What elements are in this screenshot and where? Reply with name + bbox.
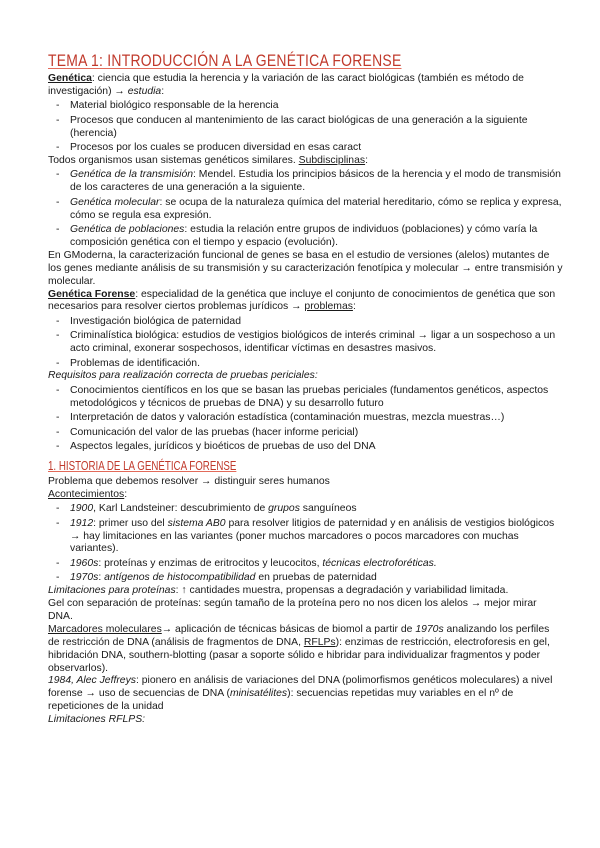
- gel-paragraph: Gel con separación de proteínas: según tamaño de la proteína pero no nos dicen los alelos → mejor mirar DNA.: [48, 598, 537, 622]
- forense-list: [48, 316, 563, 371]
- list-item: - Material biológico responsable de la herencia: [48, 100, 563, 113]
- page-title: TEMA 1: INTRODUCCIÓN A LA GENÉTICA FORENSE: [48, 51, 402, 70]
- list-item: - Procesos que conducen al mantenimiento de las caract biológicas de una generación a la siguiente (herencia): [48, 115, 563, 141]
- list-item: - Genética de la transmisión: Mendel. Estudia los principios básicos de la herencia y el modo de transmisión de los caracteres de una generación a la siguiente.: [48, 169, 563, 195]
- list-item: - Investigación biológica de paternidad: [48, 316, 563, 329]
- jeffreys-paragraph: 1984, Alec Jeffreys: pionero en análisis de variaciones del DNA (polimorfismos genéticos moleculares) a nivel forense → uso de secuencias de DNA (minisatélites): secuencias repetidas muy variables en el nº de repeticiones de la unidad: [48, 675, 553, 713]
- forense-definition: Genética Forense: especialidad de la genética que incluye el conjunto de conocimientos de genética que son necesarios para resolver ciertos problemas jurídicos → problemas:: [48, 288, 556, 313]
- genetica-definition: Genética: ciencia que estudia la herencia y la variación de las caract biológicas (también es método de investigación) → estudia:: [48, 73, 524, 97]
- genetica-list: [48, 100, 563, 155]
- acontecimientos-list: [48, 503, 563, 585]
- list-item: - 1900, Karl Landsteiner: descubrimiento de grupos sanguíneos: [48, 503, 563, 516]
- organismos-paragraph: Todos organismos usan sistemas genéticos similares. Subdisciplinas:: [48, 154, 368, 166]
- list-item: - Conocimientos científicos en los que se basan las pruebas periciales (fundamentos genéticos, aspectos metodológicos y técnicos de pruebas de DNA) y su desarrollo futuro: [48, 385, 563, 411]
- list-item: - 1960s: proteínas y enzimas de eritrocitos y leucocitos, técnicas electroforéticas.: [48, 558, 563, 571]
- list-item: - Genética de poblaciones: estudia la relación entre grupos de individuos (poblaciones) y cómo varía la composición genética con el tiempo y espacio (evolución).: [48, 224, 563, 250]
- acontecimientos-heading: Acontecimientos:: [48, 488, 128, 500]
- list-item: - Procesos por los cuales se producen diversidad en esas caract: [48, 142, 563, 155]
- gmoderna-paragraph: En GModerna, la caracterización funcional de genes se basa en el estudio de versiones (alelos) mutantes de los genes mediante análisis de su transmisión y su caracterización fenotípica y molecular → entre transmisión y molecular.: [48, 249, 563, 287]
- list-item: - Genética molecular: se ocupa de la naturaleza química del material hereditario, cómo se replica y expresa, cómo se regula esa expresión.: [48, 197, 563, 223]
- list-item: - Interpretación de datos y valoración estadística (contaminación muestras, mezcla muestras…): [48, 412, 563, 425]
- list-item: - 1970s: antígenos de histocompatibilidad en pruebas de paternidad: [48, 572, 563, 585]
- subdisciplinas-list: [48, 169, 563, 249]
- limitaciones-proteinas: Limitaciones para proteínas: ↑ cantidades muestra, propensas a degradación y variabilidad limitada.: [48, 585, 509, 597]
- list-item: - Criminalística biológica: estudios de vestigios biológicos de interés criminal → ligar a un sospechoso a un acto criminal, exonerar sospechosos, identificar víctimas en desastres masivos.: [48, 330, 563, 356]
- list-item: - Aspectos legales, jurídicos y bioéticos de pruebas de uso del DNA: [48, 441, 563, 454]
- genetica-term: Genética: [48, 73, 92, 84]
- limitaciones-rflps-heading: Limitaciones RFLPS:: [48, 714, 146, 726]
- section-title-historia: 1. HISTORIA DE LA GENÉTICA FORENSE: [48, 458, 237, 473]
- document-page: [48, 50, 563, 727]
- requisitos-list: [48, 385, 563, 454]
- requisitos-heading: Requisitos para realización correcta de pruebas periciales:: [48, 370, 318, 382]
- marcadores-paragraph: Marcadores moleculares→ aplicación de técnicas básicas de biomol a partir de 1970s analizando los perfiles de restricción de DNA (análisis de fragmentos de DNA, RFLPs): enzimas de restricción, electroforesis en gel, hibridación DNA, southern-blotting (pasar a soporte sólido e hibridar para individualizar fragmentos y poder observarlos).: [48, 623, 550, 674]
- list-item: - Comunicación del valor de las pruebas (hacer informe pericial): [48, 427, 563, 440]
- problema-paragraph: Problema que debemos resolver → distinguir seres humanos: [48, 475, 330, 487]
- list-item: - 1912: primer uso del sistema AB0 para resolver litigios de paternidad y en análisis de vestigios biológicos → hay limitaciones en las variantes (poner muchos marcadores o pocos marcadores con muchas variantes).: [48, 518, 563, 557]
- forense-term: Genética Forense: [48, 288, 136, 300]
- list-item: - Problemas de identificación.: [48, 358, 563, 371]
